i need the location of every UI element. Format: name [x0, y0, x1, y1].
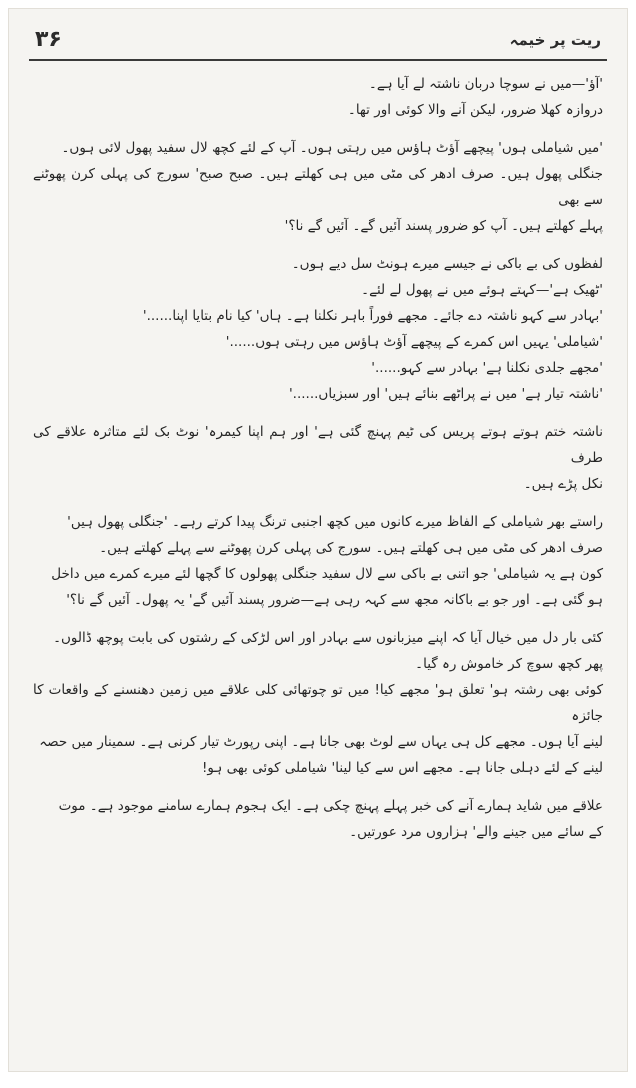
paragraph — [33, 71, 603, 123]
text-line: ہو گئی ہے۔ اور جو بے باکانہ مجھ سے کہہ رہی ہے—ضرور پسند آئیں گے' یہ پھول۔ آئیں گے نا؟' — [66, 592, 603, 608]
book-page — [8, 8, 628, 1072]
text-line: 'ٹھیک ہے'—کہتے ہوئے میں نے پھول لے لئے۔ — [361, 282, 603, 298]
page-header — [35, 27, 601, 57]
text-line: لفظوں کی بے باکی نے جیسے میرے ہونٹ سل دیے ہوں۔ — [291, 256, 603, 272]
paragraph — [33, 135, 603, 239]
text-line: 'ناشتہ تیار ہے' میں نے پراٹھے بنائے ہیں' اور سبزیاں......' — [288, 386, 603, 402]
header-rule — [29, 59, 607, 61]
text-line: لینے کے لئے دہلی جانا ہے۔ مجھے اس سے کیا لینا' شیاملی کوئی بھی ہو! — [201, 760, 603, 776]
text-line: 'شیاملی' یہیں اس کمرے کے پیچھے آؤٹ ہاؤس میں رہتی ہوں......' — [225, 334, 603, 350]
text-line: صرف ادھر کی مٹی میں ہی کھلتے ہیں۔ سورج کی پہلی کرن پھوٹنے سے پہلے کھلتے ہیں۔ — [99, 540, 603, 556]
text-line: دروازہ کھلا ضرور، لیکن آنے والا کوئی اور تھا۔ — [347, 102, 603, 118]
text-line: کئی بار دل میں خیال آیا کہ اپنے میزبانوں سے بہادر اور اس لڑکی کے رشتوں کی بابت پوچھ ڈالوں۔ — [53, 630, 603, 646]
running-title: ریت پر خیمہ — [509, 31, 601, 49]
text-line: پھر کچھ سوچ کر خاموش رہ گیا۔ — [415, 656, 603, 672]
text-line: کوئی بھی رشتہ ہو' تعلق ہو' مجھے کیا! میں تو چوتھائی کلی علاقے میں زمین دھنسنے کے واقعات کا جائزہ — [33, 682, 603, 724]
text-line: کون ہے یہ شیاملی' جو اتنی بے باکی سے لال سفید جنگلی پھولوں کا گچھا لئے میرے کمرے میں داخل — [51, 566, 603, 582]
paragraph — [33, 509, 603, 613]
text-line: 'مجھے جلدی نکلنا ہے' بہادر سے کہو......' — [371, 360, 603, 376]
page-body — [33, 71, 603, 845]
text-line: 'بہادر سے کہو ناشتہ دے جائے۔ مجھے فوراً باہر نکلنا ہے۔ ہاں' کیا نام بتایا اپنا......' — [142, 308, 603, 324]
text-line: علاقے میں شاید ہمارے آنے کی خبر پہلے پہنچ چکی ہے۔ ایک ہجوم ہمارے سامنے موجود ہے۔ موت — [58, 798, 603, 814]
text-line: 'آؤ'—میں نے سوچا دربان ناشتہ لے آیا ہے۔ — [368, 76, 603, 92]
paragraph — [33, 625, 603, 781]
paragraph — [33, 251, 603, 407]
text-line: پہلے کھلتے ہیں۔ آپ کو ضرور پسند آئیں گے۔ آئیں گے نا؟' — [284, 218, 603, 234]
paragraph — [33, 793, 603, 845]
text-line: لینے آیا ہوں۔ مجھے کل ہی یہاں سے لوٹ بھی جانا ہے۔ اپنی رپورٹ تیار کرنی ہے۔ سمینار میں حصہ — [39, 734, 603, 750]
paragraph — [33, 419, 603, 497]
text-line: راستے بھر شیاملی کے الفاظ میرے کانوں میں کچھ اجنبی ترنگ پیدا کرتے رہے۔ 'جنگلی پھول ہیں' — [67, 514, 603, 530]
text-line: نکل پڑے ہیں۔ — [523, 476, 603, 492]
text-line: ناشتہ ختم ہوتے ہوتے پریس کی ٹیم پہنچ گئی ہے' اور ہم اپنا کیمرہ' نوٹ بک لئے متاثرہ علاقے کی طرف — [33, 424, 603, 466]
text-line: کے سائے میں جینے والے' ہزاروں مرد عورتیں۔ — [349, 824, 603, 840]
text-line: 'میں شیاملی ہوں' پیچھے آؤٹ ہاؤس میں رہتی ہوں۔ آپ کے لئے کچھ لال سفید پھول لائی ہوں۔ — [61, 140, 603, 156]
text-line: جنگلی پھول ہیں۔ صرف ادھر کی مٹی میں ہی کھلتے ہیں۔ صبح صبح' سورج کی پہلی کرن پھوٹنے سے بھی — [33, 166, 603, 208]
page-number: ۳۶ — [35, 27, 62, 52]
